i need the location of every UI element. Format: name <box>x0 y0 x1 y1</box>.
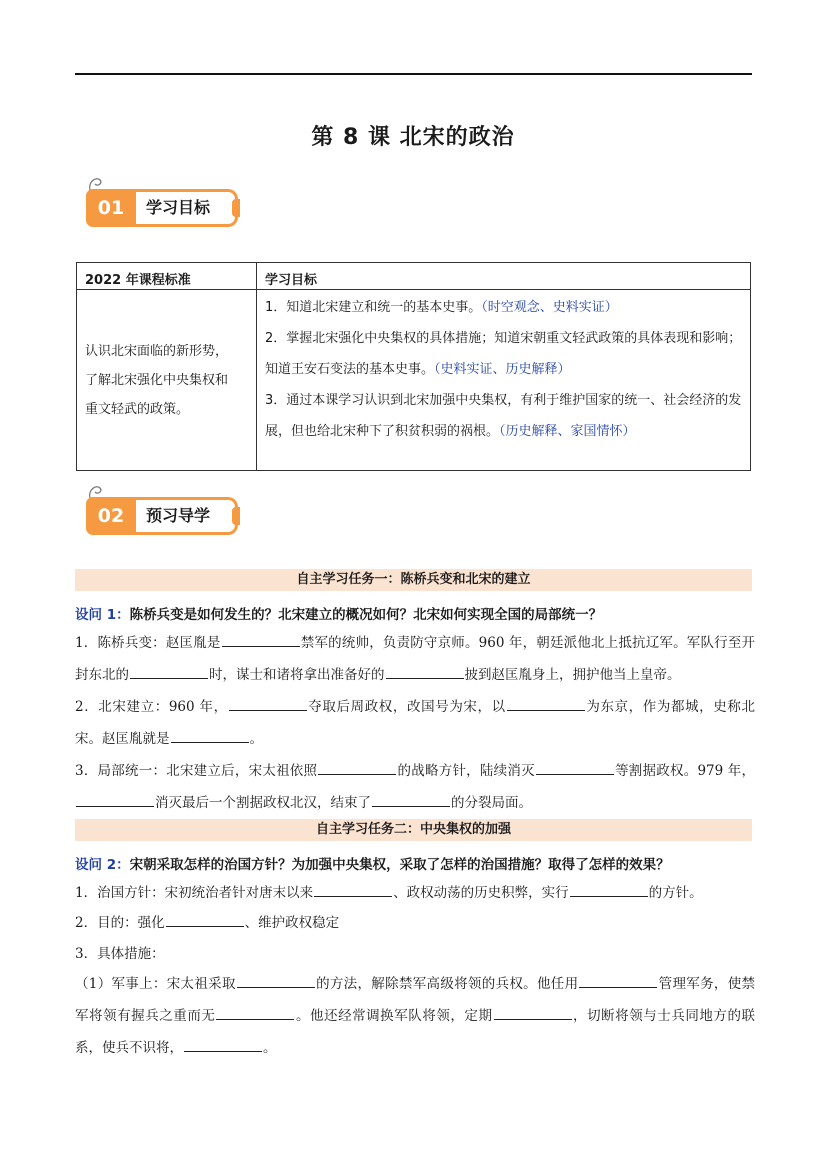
badge-notch <box>232 507 240 525</box>
question-label: 设问 2： <box>75 857 130 873</box>
task1-paragraph-2: 2．北宋建立：960 年， 夺取后周政权，改国号为宋，以 为东京，作为都城，史称北宋。赵匡胤就是 。 <box>75 699 755 747</box>
badge-notch <box>232 199 240 217</box>
table-row <box>77 290 751 471</box>
goals-cell <box>257 290 751 471</box>
fill-blank[interactable] <box>507 697 585 711</box>
standard-line: 重文轻武的政策。 <box>85 401 190 417</box>
fill-blank[interactable] <box>570 883 648 897</box>
fill-blank[interactable] <box>166 913 244 927</box>
section-label: 预习导学 <box>136 497 238 535</box>
standard-line: 了解北宋强化中央集权和 <box>85 372 229 388</box>
fill-blank[interactable] <box>171 729 249 743</box>
task2-paragraph-3: 3．具体措施： <box>75 946 165 962</box>
section-label: 学习目标 <box>136 189 238 227</box>
table-header-row <box>77 263 751 290</box>
task2-paragraph-2: 2．目的：强化 、维护政权稳定 <box>75 915 340 931</box>
question-1 <box>75 603 755 623</box>
top-rule <box>75 73 752 75</box>
task-bar-1: 自主学习任务一：陈桥兵变和北宋的建立 <box>75 569 752 591</box>
standard-line: 认识北宋面临的新形势， <box>85 343 229 359</box>
fill-blank[interactable] <box>386 665 464 679</box>
fill-blank[interactable] <box>318 761 396 775</box>
section-badge-preview <box>86 490 240 536</box>
task-bar-2: 自主学习任务二：中央集权的加强 <box>75 819 752 841</box>
fill-blank[interactable] <box>237 974 315 988</box>
goal-item: 2．掌握北宋强化中央集权的具体措施；知道宋朝重文轻武政策的具体表现和影响；知道王安石变法的基本史事。（史料实证、历史解释） <box>265 331 742 377</box>
question-label: 设问 1： <box>75 607 130 623</box>
fill-blank[interactable] <box>314 883 392 897</box>
fill-blank[interactable] <box>216 1006 294 1020</box>
question-text: 陈桥兵变是如何发生的？北宋建立的概况如何？北宋如何实现全国的局部统一？ <box>129 607 603 623</box>
section-number: 02 <box>86 497 136 535</box>
goals-table <box>76 262 751 471</box>
fill-blank[interactable] <box>229 697 307 711</box>
goal-item: 3．通过本课学习认识到北宋加强中央集权，有利于维护国家的统一、社会经济的发展，但也给北宋种下了积贫积弱的祸根。（历史解释、家国情怀） <box>265 393 742 439</box>
fill-blank[interactable] <box>184 1038 262 1052</box>
goal-item: 1．知道北宋建立和统一的基本史事。（时空观念、史料实证） <box>265 300 618 315</box>
goal-tag: （时空观念、史料实证） <box>481 300 618 315</box>
header-standard: 2022 年课程标准 <box>77 263 257 290</box>
question-2 <box>75 853 755 873</box>
standard-cell <box>77 290 257 471</box>
fill-blank[interactable] <box>579 974 657 988</box>
fill-blank[interactable] <box>130 665 208 679</box>
fill-blank[interactable] <box>76 793 154 807</box>
task2-paragraph-1: 1．治国方针：宋初统治者针对唐末以来 、政权动荡的历史积弊，实行 的方针。 <box>75 885 703 901</box>
task1-paragraph-1: 1．陈桥兵变：赵匡胤是 禁军的统帅，负责防守京师。960 年，朝廷派他北上抵抗辽军。军队行至开封东北的 时，谋士和诸将拿出准备好的 披到赵匡胤身上，拥护他当上皇帝。 <box>75 635 756 683</box>
fill-blank[interactable] <box>494 1006 572 1020</box>
fill-blank[interactable] <box>222 633 300 647</box>
header-goals: 学习目标 <box>257 263 751 290</box>
page-title: 第 8 课 北宋的政治 <box>311 125 515 150</box>
question-text: 宋朝采取怎样的治国方针？为加强中央集权，采取了怎样的治国措施？取得了怎样的效果？ <box>129 857 670 873</box>
goal-tag: （历史解释、家国情怀） <box>499 424 636 439</box>
fill-blank[interactable] <box>372 793 450 807</box>
section-number: 01 <box>86 189 136 227</box>
section-badge-goals <box>86 182 240 228</box>
goal-tag: （史料实证、历史解释） <box>434 362 571 377</box>
task2-paragraph-4: （1）军事上：宋太祖采取 的方法，解除禁军高级将领的兵权。他任用 管理军务，使禁军将领有握兵之重而无 。他还经常调换军队将领，定期 ，切断将领与士兵同地方的联系，使兵不识将， 。 <box>75 976 756 1056</box>
fill-blank[interactable] <box>536 761 614 775</box>
task1-paragraph-3: 3．局部统一：北宋建立后，宋太祖依照 的战略方针，陆续消灭 等割据政权。979 年，消灭最后一个割据政权北汉，结束了 的分裂局面。 <box>75 763 755 811</box>
